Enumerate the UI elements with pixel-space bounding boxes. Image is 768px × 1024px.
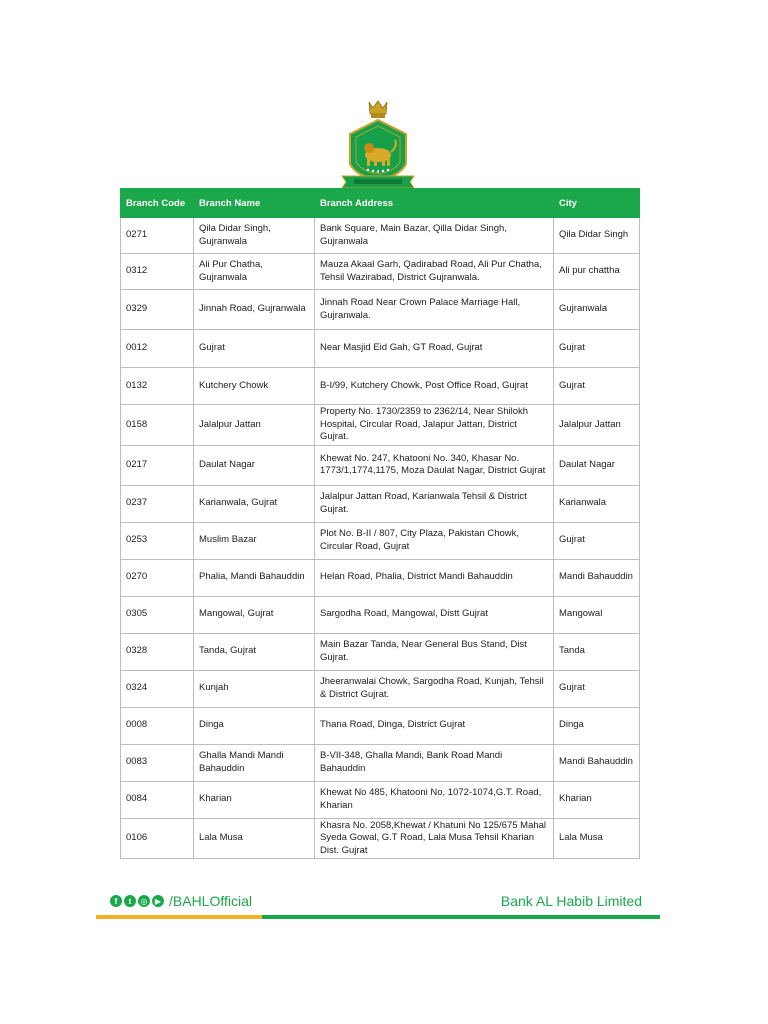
youtube-icon[interactable]: ▶ [152, 895, 164, 907]
emblem-logo [338, 100, 418, 188]
branch-name-cell: Jalalpur Jattan [194, 405, 315, 446]
table-row [121, 330, 640, 368]
branch-name-cell: Qila Didar Singh, Gujranwala [194, 218, 315, 254]
table-row [121, 445, 640, 485]
branch-name-cell: Tanda, Gujrat [194, 633, 315, 670]
city-cell: Jalalpur Jattan [554, 405, 640, 446]
branch-code-cell: 0217 [121, 445, 194, 485]
city-cell: Tanda [554, 633, 640, 670]
branch-code-cell: 0329 [121, 290, 194, 330]
table-row [121, 368, 640, 405]
branch-address-cell: Jinnah Road Near Crown Palace Marriage Hall, Gujranwala. [315, 290, 554, 330]
branch-code-cell: 0237 [121, 485, 194, 522]
branch-name-cell: Phalia, Mandi Bahauddin [194, 559, 315, 596]
branch-code-cell: 0132 [121, 368, 194, 405]
branch-address-cell: Main Bazar Tanda, Near General Bus Stand, Dist Gujrat. [315, 633, 554, 670]
branch-address-cell: Mauza Akaal Garh, Qadirabad Road, Ali Pur Chatha, Tehsil Wazirabad, District Gujranwala. [315, 254, 554, 290]
branch-address-cell: Near Masjid Eid Gah, GT Road, Gujrat [315, 330, 554, 368]
branch-name-cell: Mangowal, Gujrat [194, 596, 315, 633]
branch-address-cell: Jalalpur Jattan Road, Karianwala Tehsil & District Gujrat. [315, 485, 554, 522]
table-row [121, 818, 640, 859]
social-handle[interactable]: /BAHLOfficial [169, 893, 252, 909]
table-row [121, 254, 640, 290]
table-row [121, 559, 640, 596]
city-cell: Mandi Bahauddin [554, 744, 640, 781]
branch-code-cell: 0158 [121, 405, 194, 446]
facebook-icon[interactable]: f [110, 895, 122, 907]
city-cell: Gujrat [554, 330, 640, 368]
branch-code-cell: 0083 [121, 744, 194, 781]
social-links [110, 893, 252, 909]
branch-code-cell: 0312 [121, 254, 194, 290]
header-branch-address: Branch Address [315, 189, 554, 218]
branch-address-cell: B-I/99, Kutchery Chowk, Post Office Road, Gujrat [315, 368, 554, 405]
city-cell: Gujrat [554, 522, 640, 559]
table-row [121, 405, 640, 446]
branch-address-cell: Sargodha Road, Mangowal, Distt Gujrat [315, 596, 554, 633]
branch-name-cell: Gujrat [194, 330, 315, 368]
branch-name-cell: Dinga [194, 707, 315, 744]
branch-name-cell: Ghalla Mandi Mandi Bahauddin [194, 744, 315, 781]
city-cell: Kharian [554, 781, 640, 818]
table-row [121, 596, 640, 633]
header-branch-code: Branch Code [121, 189, 194, 218]
branch-code-cell: 0012 [121, 330, 194, 368]
footer-bar-green [262, 915, 660, 919]
table-header-row [121, 189, 640, 218]
brand-name: Bank AL Habib Limited [500, 893, 642, 909]
footer-bar-yellow [96, 915, 262, 919]
instagram-icon[interactable]: ◎ [138, 895, 150, 907]
branch-address-cell: Plot No. B-II / 807, City Plaza, Pakistan Chowk, Circular Road, Gujrat [315, 522, 554, 559]
branch-name-cell: Karianwala, Gujrat [194, 485, 315, 522]
branch-name-cell: Muslim Bazar [194, 522, 315, 559]
branch-name-cell: Lala Musa [194, 818, 315, 859]
table-row [121, 485, 640, 522]
branch-address-cell: Jheeranwalai Chowk, Sargodha Road, Kunjah, Tehsil & District Gujrat. [315, 670, 554, 707]
branch-code-cell: 0084 [121, 781, 194, 818]
branch-code-cell: 0270 [121, 559, 194, 596]
city-cell: Gujranwala [554, 290, 640, 330]
branch-address-cell: B-VII-348, Ghalla Mandi, Bank Road Mandi Bahauddin [315, 744, 554, 781]
branch-code-cell: 0305 [121, 596, 194, 633]
table-row [121, 707, 640, 744]
city-cell: Lala Musa [554, 818, 640, 859]
table-row [121, 781, 640, 818]
table-row [121, 744, 640, 781]
city-cell: Daulat Nagar [554, 445, 640, 485]
table-row [121, 218, 640, 254]
branch-name-cell: Daulat Nagar [194, 445, 315, 485]
table-row [121, 290, 640, 330]
branch-address-cell: Khasra No. 2058,Khewat / Khatuni No 125/675 Mahal Syeda Gowal, G.T Road, Lala Musa Tehsil Kharian Dist. Gujrat [315, 818, 554, 859]
branch-code-cell: 0324 [121, 670, 194, 707]
branch-name-cell: Kharian [194, 781, 315, 818]
branch-address-cell: Khewat No 485, Khatooni No, 1072-1074,G.T. Road, Kharian [315, 781, 554, 818]
branch-address-cell: Bank Square, Main Bazar, Qilla Didar Singh, Gujranwala [315, 218, 554, 254]
branch-code-cell: 0253 [121, 522, 194, 559]
branch-name-cell: Kunjah [194, 670, 315, 707]
branch-name-cell: Kutchery Chowk [194, 368, 315, 405]
branch-address-cell: Thana Road, Dinga, District Gujrat [315, 707, 554, 744]
city-cell: Karianwala [554, 485, 640, 522]
table-row [121, 633, 640, 670]
branch-code-cell: 0008 [121, 707, 194, 744]
city-cell: Mandi Bahauddin [554, 559, 640, 596]
branch-address-cell: Khewat No. 247, Khatooni No. 340, Khasar No. 1773/1,1774,1175, Moza Daulat Nagar, District Gujrat [315, 445, 554, 485]
city-cell: Gujrat [554, 368, 640, 405]
twitter-icon[interactable]: t [124, 895, 136, 907]
table-row [121, 670, 640, 707]
branch-code-cell: 0271 [121, 218, 194, 254]
city-cell: Qila Didar Singh [554, 218, 640, 254]
city-cell: Gujrat [554, 670, 640, 707]
header-city: City [554, 189, 640, 218]
city-cell: Ali pur chattha [554, 254, 640, 290]
city-cell: Dinga [554, 707, 640, 744]
page-footer [96, 888, 660, 922]
branch-name-cell: Ali Pur Chatha, Gujranwala [194, 254, 315, 290]
branch-address-cell: Helan Road, Phalia, District Mandi Bahauddin [315, 559, 554, 596]
branch-table [120, 188, 640, 859]
table-row [121, 522, 640, 559]
city-cell: Mangowal [554, 596, 640, 633]
branch-name-cell: Jinnah Road, Gujranwala [194, 290, 315, 330]
branch-code-cell: 0328 [121, 633, 194, 670]
branch-address-cell: Property No. 1730/2359 to 2362/14, Near Shilokh Hospital, Circular Road, Jalapur Jattan, District Gujrat. [315, 405, 554, 446]
header-branch-name: Branch Name [194, 189, 315, 218]
branch-code-cell: 0106 [121, 818, 194, 859]
